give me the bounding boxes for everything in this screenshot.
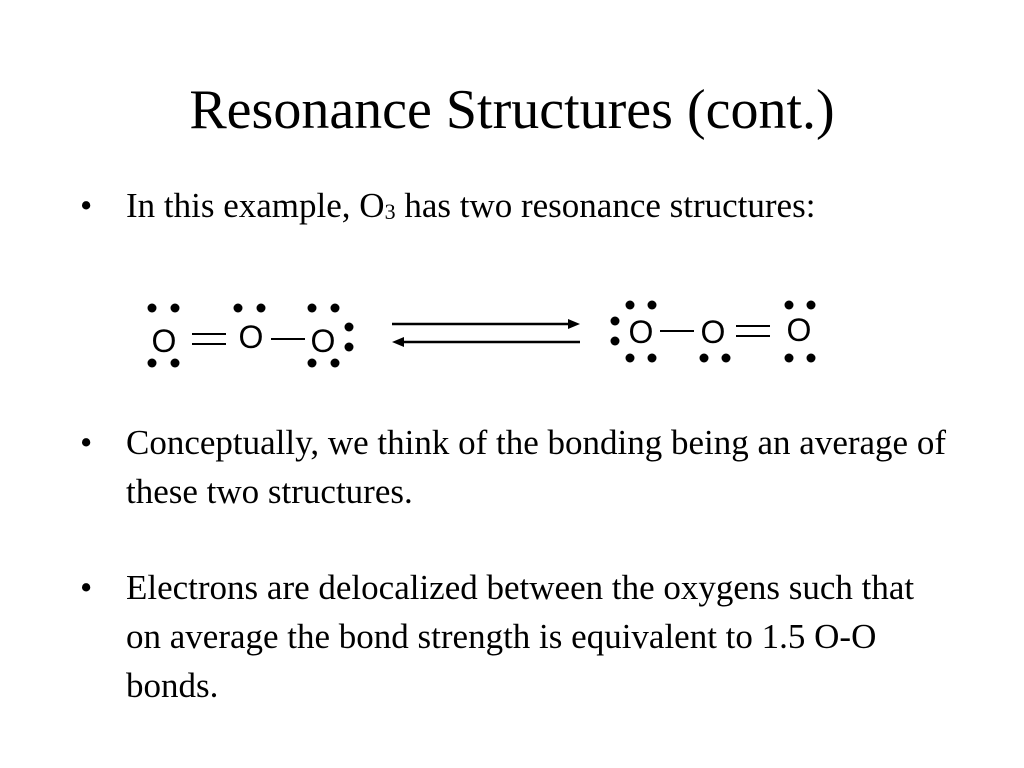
bullet-1-text-before: In this example, O xyxy=(126,186,385,225)
bullet-1-subscript: 3 xyxy=(384,199,396,224)
bullet-marker: • xyxy=(80,186,93,225)
left-atom-1: O xyxy=(151,323,177,359)
bullet-2-text: Conceptually, we think of the bonding being an average of these two structures. xyxy=(126,423,946,511)
left-atom-2: O xyxy=(238,319,264,355)
right-atom-1: O xyxy=(628,314,654,350)
bullet-3-text: Electrons are delocalized between the oxygens such that on average the bond strength is equivalent to 1.5 O-O bonds. xyxy=(126,568,915,705)
left-structure xyxy=(148,304,354,368)
right-atom-2: O xyxy=(700,314,726,350)
bullet-1-text-after: has two resonance structures: xyxy=(395,186,816,225)
bullet-marker: • xyxy=(80,423,93,462)
left-atom-3: O xyxy=(310,323,336,359)
equilibrium-arrows xyxy=(392,319,580,347)
slide-title: Resonance Structures (cont.) xyxy=(189,79,835,141)
right-atom-3: O xyxy=(786,312,812,348)
right-double-bond xyxy=(736,326,770,336)
right-structure xyxy=(611,301,816,363)
left-double-bond xyxy=(192,334,226,344)
bullet-marker: • xyxy=(80,568,93,607)
